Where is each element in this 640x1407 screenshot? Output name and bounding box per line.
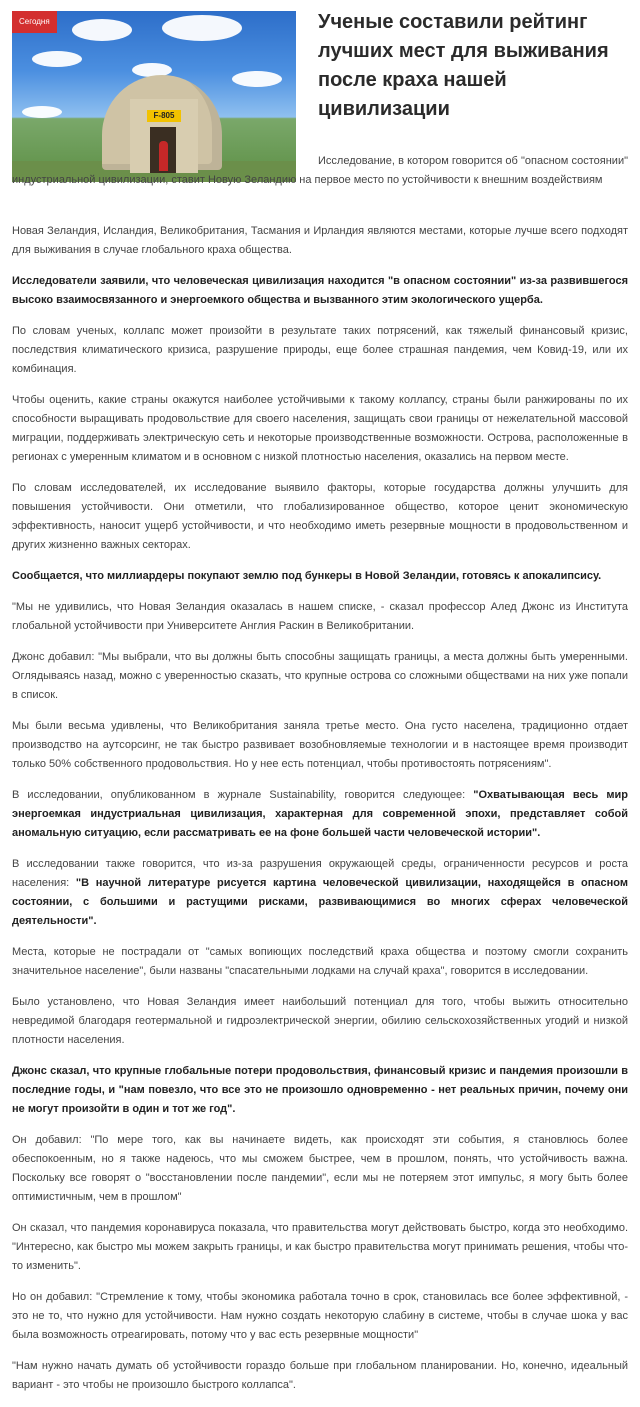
bunker-plate: F-805 <box>147 110 181 122</box>
paragraph: Места, которые не пострадали от "самых вопиющих последствий краха общества и поэтому смогли сохранить значительное население", были названы "спасательными лодками на случай краха", говорится в исследовании. <box>12 946 628 977</box>
paragraph-sustainability <box>12 786 628 843</box>
cloud <box>32 51 82 67</box>
paragraph: Он сказал, что пандемия коронавируса показала, что правительства могут действовать быстро, когда это необходимо. "Интересно, как быстро мы можем закрыть границы, и как быстро правительства могут принимать решения, чтобы что-то изменить". <box>12 1222 628 1272</box>
article-title: Ученые составили рейтинг лучших мест для выживания после краха нашей цивилизации <box>318 11 609 120</box>
paragraph: Новая Зеландия, Исландия, Великобритания, Тасмания и Ирландия являются местами, которые лучше всего подходят для выживания в случае глобального краха общества. <box>12 225 628 256</box>
paragraph: По словам исследователей, их исследование выявило факторы, которые государства должны улучшить для повышения устойчивости. Они отметили, что глобализированное общество, которое ценит экономическую эффективность, наносит ущерб устойчивости, и что необходимо иметь резервные мощности в продовольственном и других жизненно важных секторах. <box>12 482 628 551</box>
cloud <box>22 106 62 118</box>
paragraph-bold: Сообщается, что миллиардеры покупают землю под бункеры в Новой Зеландии, готовясь к апокалипсису. <box>12 570 602 582</box>
lead-text: Исследование, в котором говорится об "опасном состоянии" индустриальной цивилизации, ставит Новую Зеландию на первое место по устойчивости к внешним воздействиям <box>12 155 628 186</box>
lead-indent <box>12 154 318 164</box>
paragraph-text: В исследовании, опубликованном в журнале Sustainability, говорится следующее: <box>12 789 474 801</box>
paragraph: "Нам нужно начать думать об устойчивости гораздо больше при глобальном планировании. Но, конечно, идеальный вариант - это чтобы не произошло быстрого коллапса". <box>12 1360 628 1391</box>
paragraph-quote: "Охватывающая весь мир энергоемкая индустриальная цивилизация, характерная для современной эпохи, представляет собой аномальную ситуацию, если рассматривать ее на фоне большей части человеческой истории". <box>12 789 629 839</box>
paragraph: Было установлено, что Новая Зеландия имеет наибольший потенциал для того, чтобы выжить относительно невредимой благодаря геотермальной и гидроэлектрической энергии, обилию сельскохозяйственных угодий и низкой плотности населения. <box>12 996 628 1046</box>
paragraph-environment <box>12 855 628 931</box>
article-body <box>12 222 628 1407</box>
article-lead <box>12 152 628 190</box>
paragraph-bold: Джонс сказал, что крупные глобальные потери продовольствия, финансовый кризис и пандемия произошли в последние годы, и "нам повезло, что все это не произошло одновременно - нет реальных причин, почему они не могут произойти в один и тот же год". <box>12 1065 628 1115</box>
paragraph: Джонс добавил: "Мы выбрали, что вы должны быть способны защищать границы, а места должны быть умеренными. Оглядываясь назад, можно с уверенностью сказать, что крупные острова со сложными обществами на них уже попали в список. <box>12 651 628 701</box>
paragraph: Но он добавил: "Стремление к тому, чтобы экономика работала точно в срок, становилась все более эффективной, - это не то, что нужно для устойчивости. Нам нужно создать некоторую слабину в системе, чтобы в случае шока у вас была возможность отреагировать, потому что у вас есть резервные мощности" <box>12 1291 628 1341</box>
today-badge[interactable]: Сегодня <box>12 11 57 33</box>
cloud <box>72 19 132 41</box>
paragraph-quote: "В научной литературе рисуется картина человеческой цивилизации, находящейся в опасном состоянии, с большими и растущими рисками, развивающимися во многих сферах человеческой деятельности". <box>12 877 628 927</box>
paragraph: Мы были весьма удивлены, что Великобритания заняла третье место. Она густо населена, традиционно отдает производство на аутсорсинг, не так быстро развивает возобновляемые технологии и в настоящее время производит только 50% собственного продовольствия. Но у нее есть потенциал, чтобы противостоять потрясениям". <box>12 720 628 770</box>
paragraph-text: В исследовании также говорится, что из-за разрушения окружающей среды, ограниченности ресурсов и роста населения: <box>12 858 628 889</box>
paragraph: По словам ученых, коллапс может произойти в результате таких потрясений, как тяжелый финансовый кризис, последствия климатического кризиса, разрушение природы, еще более страшная пандемия, чем Ковид-19, или их комбинация. <box>12 325 628 375</box>
paragraph: Чтобы оценить, какие страны окажутся наиболее устойчивыми к такому коллапсу, страны были ранжированы по их способности выращивать продовольствие для своего населения, защищать свои границы от нежелательной массовой миграции, поддерживать электрическую сеть и некоторые производственные возможности. Острова, расположенные в регионах с умеренным климатом и в основном с низкой плотностью населения, оказались на первом месте. <box>12 394 628 463</box>
cloud <box>232 71 282 87</box>
paragraph: "Мы не удивились, что Новая Зеландия оказалась в нашем списке, - сказал профессор Алед Джонс из Института глобальной устойчивости при Университете Англия Раскин в Великобритании. <box>12 601 628 632</box>
cloud <box>162 15 242 41</box>
paragraph-bold: Исследователи заявили, что человеческая цивилизация находится "в опасном состоянии" из-за развившегося высоко взаимосвязанного и энергоемкого общества и вызванного этим экологического ущерба. <box>12 275 628 306</box>
paragraph: Он добавил: "По мере того, как вы начинаете видеть, как происходят эти события, я становлюсь более обеспокоенным, но я также надеюсь, что мы сможем быстрее, чем в прошлом, понять, что устойчивость важна. Поскольку все говорят о "восстановлении после пандемии", если мы не потеряем этот импульс, я могу быть более оптимистичным, чем в прошлом" <box>12 1134 628 1203</box>
